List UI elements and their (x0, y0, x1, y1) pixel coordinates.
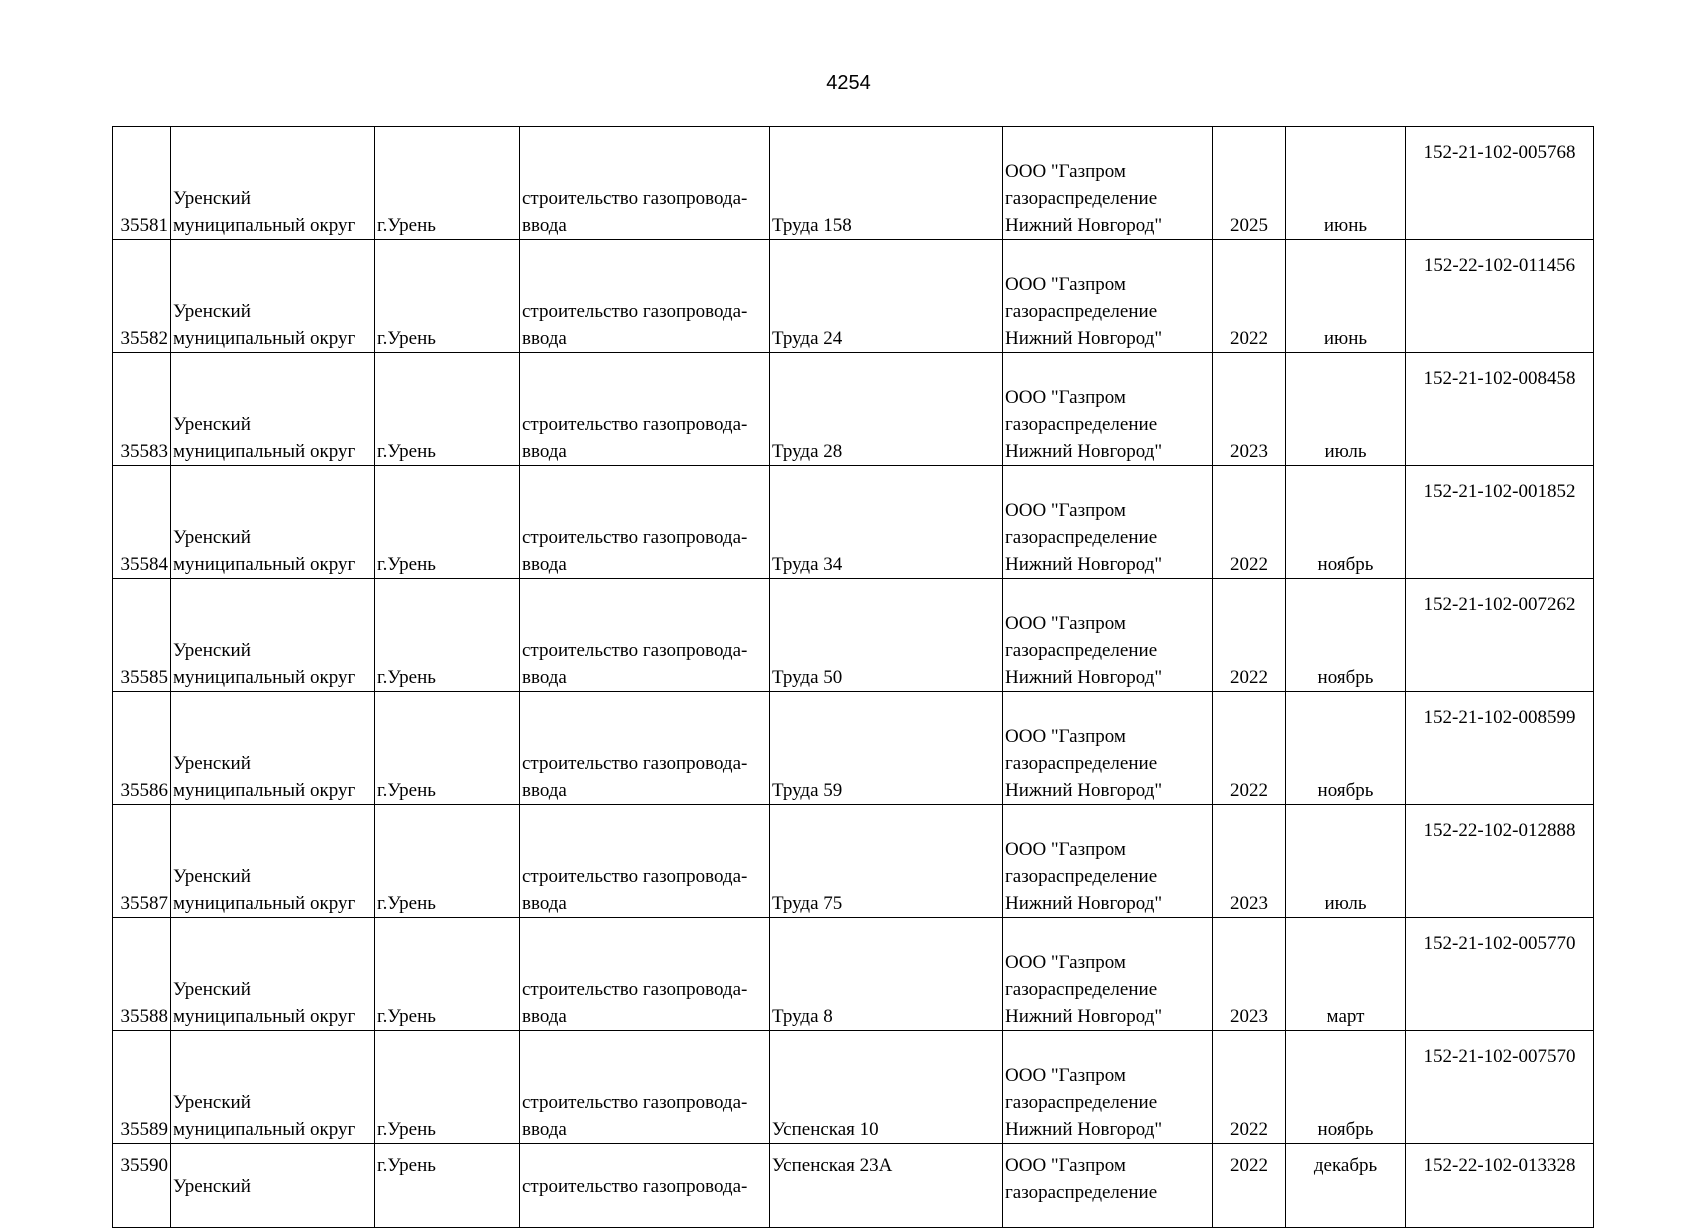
work-cell (520, 240, 770, 353)
work-line: ввода (522, 441, 567, 462)
locality-cell (375, 918, 520, 1031)
row-number (113, 579, 171, 692)
address-line: Труда 34 (772, 554, 843, 575)
year-cell (1213, 579, 1286, 692)
row-number: 35588 (120, 1006, 168, 1027)
locality-cell: г.Урень (375, 1144, 520, 1228)
district-line: муниципальный округ (173, 441, 356, 462)
table-row (113, 918, 1594, 1031)
address-cell (770, 805, 1003, 918)
registry-table (112, 126, 1594, 1228)
work-line: строительство газопровода- (522, 753, 748, 774)
code-cell (1406, 692, 1594, 805)
table-row (113, 805, 1594, 918)
org-cell (1003, 918, 1213, 1031)
year-line: 2023 (1230, 893, 1268, 914)
month-cell (1286, 918, 1406, 1031)
work-line: строительство газопровода- (522, 527, 748, 548)
district-cell (171, 353, 375, 466)
district-cell (171, 466, 375, 579)
year-cell (1213, 466, 1286, 579)
work-line: строительство газопровода- (522, 1176, 748, 1197)
address-cell (770, 1031, 1003, 1144)
work-cell (520, 1031, 770, 1144)
locality-line: г.Урень (377, 554, 436, 575)
org-line: Нижний Новгород" (1005, 441, 1163, 462)
row-number (113, 240, 171, 353)
org-line: газораспределение (1005, 1092, 1158, 1113)
org-line: ООО "Газпром (1005, 613, 1126, 634)
org-line: ООО "Газпром (1005, 387, 1126, 408)
page-number: 4254 (826, 72, 871, 94)
work-line: ввода (522, 1006, 567, 1027)
table-row (113, 1031, 1594, 1144)
work-line: строительство газопровода- (522, 640, 748, 661)
locality-line: г.Урень (377, 328, 436, 349)
locality-line: г.Урень (377, 667, 436, 688)
org-line: Нижний Новгород" (1005, 893, 1163, 914)
month-line: июнь (1323, 215, 1368, 236)
address-line: Труда 8 (772, 1006, 833, 1027)
work-cell (520, 579, 770, 692)
org-line: Нижний Новгород" (1005, 1006, 1163, 1027)
work-line: ввода (522, 1119, 567, 1140)
table-row (113, 240, 1594, 353)
address-line: Труда 59 (772, 780, 843, 801)
district-line: Уренский (173, 1092, 251, 1113)
org-line: Нижний Новгород" (1005, 780, 1163, 801)
locality-line: г.Урень (377, 215, 436, 236)
month-cell (1286, 579, 1406, 692)
org-line: газораспределение (1005, 188, 1158, 209)
org-line: ООО "Газпром (1005, 500, 1126, 521)
year-line: 2023 (1230, 441, 1268, 462)
org-line: ООО "Газпром (1005, 274, 1126, 295)
year-cell (1213, 1031, 1286, 1144)
district-cell (171, 805, 375, 918)
district-line: Уренский (173, 188, 251, 209)
address-line: Успенская 10 (772, 1119, 879, 1140)
address-line: Труда 158 (772, 215, 852, 236)
org-line: ООО "Газпром (1005, 952, 1126, 973)
district-line: Уренский (173, 979, 251, 1000)
district-line: Уренский (173, 527, 251, 548)
month-cell: декабрь (1286, 1144, 1406, 1228)
district-line: Уренский (173, 1176, 251, 1197)
month-line: июль (1324, 441, 1367, 462)
org-cell (1003, 692, 1213, 805)
code-line: 152-22-102-012888 (1423, 820, 1576, 841)
work-cell (520, 918, 770, 1031)
work-line: строительство газопровода- (522, 866, 748, 887)
address-cell: Успенская 23А (770, 1144, 1003, 1228)
locality-cell (375, 127, 520, 240)
row-number: 35582 (120, 328, 168, 349)
month-cell (1286, 127, 1406, 240)
work-cell (520, 353, 770, 466)
month-cell (1286, 353, 1406, 466)
table-row (113, 127, 1594, 240)
work-cell (520, 805, 770, 918)
year-line: 2022 (1230, 667, 1268, 688)
address-line: Труда 24 (772, 328, 843, 349)
district-cell (171, 127, 375, 240)
work-line: ввода (522, 328, 567, 349)
locality-line: г.Урень (377, 1119, 436, 1140)
work-line: строительство газопровода- (522, 188, 748, 209)
work-cell (520, 466, 770, 579)
year-line: 2022 (1230, 328, 1268, 349)
table-row (113, 692, 1594, 805)
org-line: газораспределение (1005, 301, 1158, 322)
address-cell (770, 353, 1003, 466)
row-number (113, 692, 171, 805)
locality-line: г.Урень (377, 1006, 436, 1027)
org-cell (1003, 466, 1213, 579)
code-cell (1406, 127, 1594, 240)
district-line: муниципальный округ (173, 554, 356, 575)
work-cell (520, 692, 770, 805)
address-cell (770, 240, 1003, 353)
row-number: 35586 (120, 780, 168, 801)
row-number: 35585 (120, 667, 168, 688)
work-line: строительство газопровода- (522, 1092, 748, 1113)
year-line: 2022 (1230, 780, 1268, 801)
org-line: газораспределение (1005, 1182, 1158, 1203)
address-line: Труда 50 (772, 667, 843, 688)
address-cell (770, 918, 1003, 1031)
row-number: 35581 (120, 215, 168, 236)
org-line: газораспределение (1005, 753, 1158, 774)
row-number (113, 1031, 171, 1144)
row-number (113, 466, 171, 579)
month-line: ноябрь (1317, 667, 1374, 688)
table-row (113, 353, 1594, 466)
locality-cell (375, 1031, 520, 1144)
year-line: 2025 (1230, 215, 1268, 236)
locality-line: г.Урень (377, 441, 436, 462)
row-number (113, 918, 171, 1031)
work-line: строительство газопровода- (522, 979, 748, 1000)
code-cell (1406, 466, 1594, 579)
district-line: Уренский (173, 640, 251, 661)
district-cell (171, 1144, 375, 1228)
code-line: 152-21-102-005768 (1423, 142, 1576, 163)
code-line: 152-21-102-001852 (1423, 481, 1576, 502)
month-cell (1286, 692, 1406, 805)
org-line: Нижний Новгород" (1005, 328, 1163, 349)
address-cell (770, 692, 1003, 805)
table-row (113, 466, 1594, 579)
org-line: газораспределение (1005, 414, 1158, 435)
code-line: 152-21-102-007570 (1423, 1046, 1576, 1067)
month-line: июль (1324, 893, 1367, 914)
row-number: 35587 (120, 893, 168, 914)
work-line: ввода (522, 215, 567, 236)
district-line: муниципальный округ (173, 215, 356, 236)
org-cell (1003, 127, 1213, 240)
year-cell: 2022 (1213, 1144, 1286, 1228)
work-line: ввода (522, 667, 567, 688)
month-line: март (1326, 1006, 1365, 1027)
district-line: муниципальный округ (173, 1119, 356, 1140)
month-cell (1286, 805, 1406, 918)
work-line: ввода (522, 893, 567, 914)
month-line: ноябрь (1317, 780, 1374, 801)
locality-cell (375, 466, 520, 579)
org-cell (1003, 353, 1213, 466)
org-line: газораспределение (1005, 866, 1158, 887)
year-cell (1213, 353, 1286, 466)
district-line: муниципальный округ (173, 893, 356, 914)
address-cell (770, 466, 1003, 579)
month-cell (1286, 466, 1406, 579)
code-line: 152-21-102-007262 (1423, 594, 1576, 615)
code-cell (1406, 579, 1594, 692)
district-line: муниципальный округ (173, 1006, 356, 1027)
month-line: ноябрь (1317, 554, 1374, 575)
row-number (113, 805, 171, 918)
row-number: 35583 (120, 441, 168, 462)
row-number: 35589 (120, 1119, 168, 1140)
locality-cell (375, 692, 520, 805)
work-line: ввода (522, 554, 567, 575)
district-cell (171, 579, 375, 692)
work-line: ввода (522, 780, 567, 801)
code-line: 152-22-102-011456 (1423, 255, 1576, 276)
org-line: ООО "Газпром (1005, 726, 1126, 747)
month-cell (1286, 240, 1406, 353)
month-cell (1286, 1031, 1406, 1144)
month-line: ноябрь (1317, 1119, 1374, 1140)
work-line: строительство газопровода- (522, 414, 748, 435)
locality-cell (375, 805, 520, 918)
row-number: 35584 (120, 554, 168, 575)
year-line: 2022 (1230, 554, 1268, 575)
row-number (113, 353, 171, 466)
table-body (113, 127, 1594, 1228)
locality-cell (375, 353, 520, 466)
org-cell (1003, 579, 1213, 692)
locality-line: г.Урень (377, 893, 436, 914)
year-cell (1213, 692, 1286, 805)
code-cell (1406, 805, 1594, 918)
org-line: ООО "Газпром (1005, 161, 1126, 182)
district-line: муниципальный округ (173, 328, 356, 349)
year-cell (1213, 127, 1286, 240)
org-line: ООО "Газпром (1005, 1065, 1126, 1086)
table-row (113, 579, 1594, 692)
org-cell (1003, 805, 1213, 918)
address-line: Труда 28 (772, 441, 843, 462)
district-cell (171, 240, 375, 353)
year-line: 2023 (1230, 1006, 1268, 1027)
org-cell (1003, 240, 1213, 353)
org-cell (1003, 1031, 1213, 1144)
code-cell (1406, 240, 1594, 353)
district-cell (171, 692, 375, 805)
org-line: Нижний Новгород" (1005, 554, 1163, 575)
org-line: газораспределение (1005, 527, 1158, 548)
district-line: муниципальный округ (173, 780, 356, 801)
org-line: Нижний Новгород" (1005, 215, 1163, 236)
code-cell (1406, 1031, 1594, 1144)
org-line: газораспределение (1005, 640, 1158, 661)
org-line: Нижний Новгород" (1005, 667, 1163, 688)
code-cell (1406, 918, 1594, 1031)
district-line: Уренский (173, 301, 251, 322)
locality-line: г.Урень (377, 780, 436, 801)
work-cell (520, 1144, 770, 1228)
year-cell (1213, 918, 1286, 1031)
org-line: газораспределение (1005, 979, 1158, 1000)
year-line: 2022 (1230, 1119, 1268, 1140)
district-cell (171, 918, 375, 1031)
month-line: июнь (1323, 328, 1368, 349)
table-row-last (113, 1144, 1594, 1228)
org-cell (1003, 1144, 1213, 1228)
org-line: ООО "Газпром (1005, 1155, 1126, 1176)
work-cell (520, 127, 770, 240)
district-line: Уренский (173, 414, 251, 435)
district-cell (171, 1031, 375, 1144)
locality-cell (375, 240, 520, 353)
org-line: Нижний Новгород" (1005, 1119, 1163, 1140)
code-line: 152-21-102-008599 (1423, 707, 1576, 728)
address-line: Труда 75 (772, 893, 843, 914)
district-line: Уренский (173, 866, 251, 887)
locality-cell (375, 579, 520, 692)
org-line: ООО "Газпром (1005, 839, 1126, 860)
address-cell (770, 579, 1003, 692)
year-cell (1213, 240, 1286, 353)
code-cell: 152-22-102-013328 (1406, 1144, 1594, 1228)
work-line: строительство газопровода- (522, 301, 748, 322)
code-cell (1406, 353, 1594, 466)
year-cell (1213, 805, 1286, 918)
district-line: муниципальный округ (173, 667, 356, 688)
row-number: 35590 (113, 1144, 171, 1228)
row-number (113, 127, 171, 240)
district-line: Уренский (173, 753, 251, 774)
code-line: 152-21-102-005770 (1423, 933, 1576, 954)
address-cell (770, 127, 1003, 240)
code-line: 152-21-102-008458 (1423, 368, 1576, 389)
